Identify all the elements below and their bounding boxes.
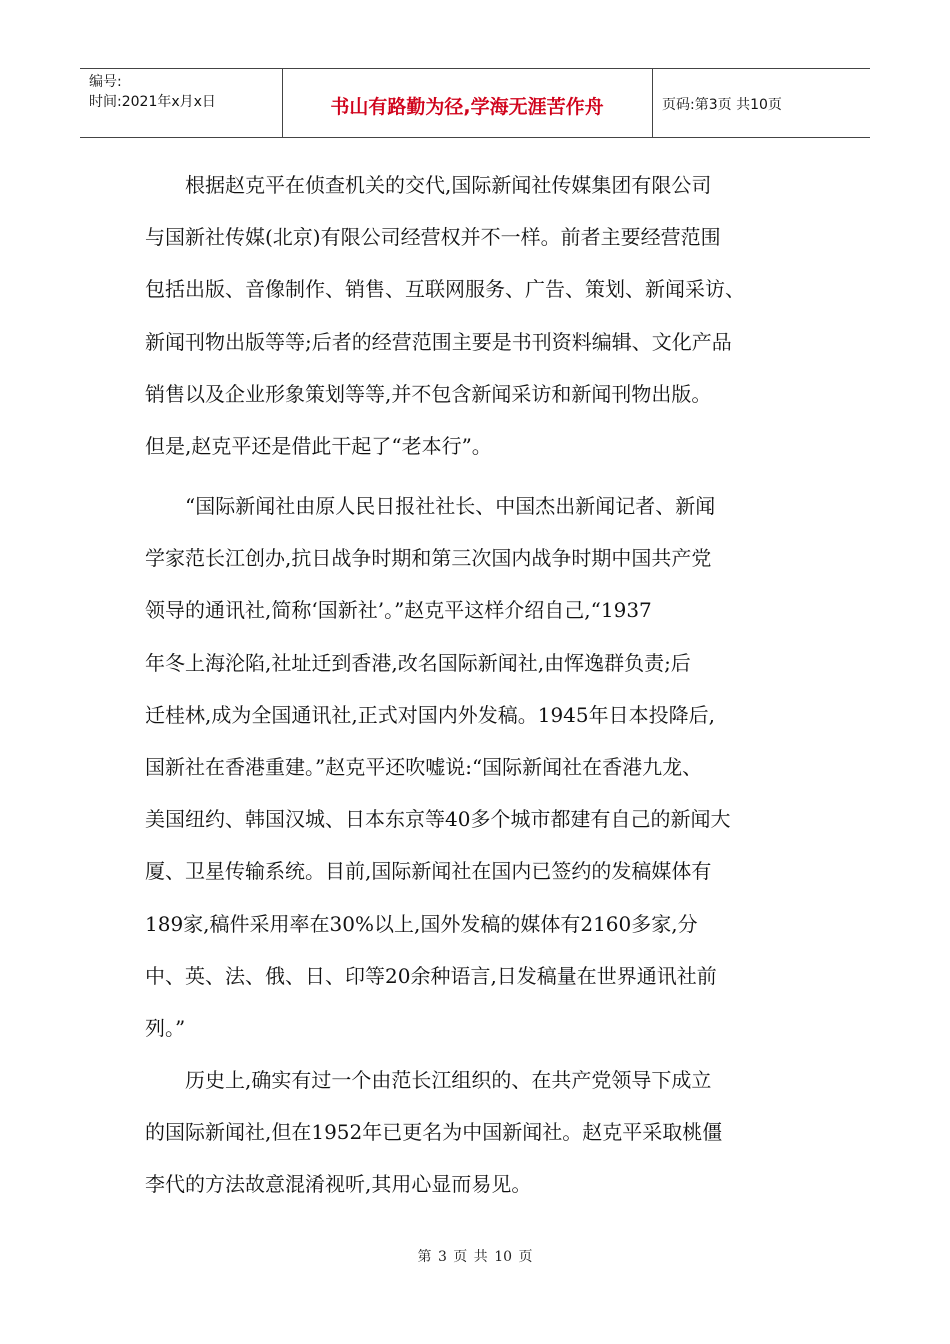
paragraph-line: 新闻刊物出版等等;后者的经营范围主要是书刊资料编辑、文化产品 <box>145 329 732 354</box>
header-motto-cell <box>282 69 653 137</box>
paragraph-line: 李代的方法故意混淆视听,其用心显而易见。 <box>145 1172 532 1197</box>
paragraph-line: 国新社在香港重建。”赵克平还吹嘘说:“国际新闻社在香港九龙、 <box>145 754 703 779</box>
paragraph-line: 189家,稿件采用率在30%以上,国外发稿的媒体有2160多家,分 <box>145 911 698 936</box>
paragraph-line: 但是,赵克平还是借此干起了“老本行”。 <box>145 433 492 458</box>
paragraph-line: 美国纽约、韩国汉城、日本东京等40多个城市都建有自己的新闻大 <box>145 807 731 832</box>
paragraph-line: 厦、卫星传输系统。目前,国际新闻社在国内已签约的发稿媒体有 <box>145 859 712 884</box>
header-meta-cell <box>80 69 283 137</box>
page-header <box>80 68 870 138</box>
body-paragraph-1 <box>145 159 810 472</box>
paragraph-line: 销售以及企业形象策划等等,并不包含新闻采访和新闻刊物出版。 <box>145 381 712 406</box>
paragraph-line: 根据赵克平在侦查机关的交代,国际新闻社传媒集团有限公司 <box>185 173 712 197</box>
document-number-label: 编号: <box>89 74 122 90</box>
header-page-info: 页码:第3页 共10页 <box>662 97 782 113</box>
paragraph-line: 列。” <box>145 1015 186 1040</box>
paragraph-line: 与国新社传媒(北京)有限公司经营权并不一样。前者主要经营范围 <box>145 225 721 250</box>
paragraph-line: 中、英、法、俄、日、印等20余种语言,日发稿量在世界通讯社前 <box>145 963 717 988</box>
header-page-cell <box>652 69 870 137</box>
body-paragraph-3 <box>145 1054 810 1211</box>
paragraph-line: 学家范长江创办,抗日战争时期和第三次国内战争时期中国共产党 <box>145 546 712 571</box>
paragraph-line: 年冬上海沦陷,社址迁到香港,改名国际新闻社,由恽逸群负责;后 <box>145 650 691 675</box>
paragraph-line: 历史上,确实有过一个由范长江组织的、在共产党领导下成立 <box>185 1068 712 1092</box>
paragraph-line: 包括出版、音像制作、销售、互联网服务、广告、策划、新闻采访、 <box>145 277 745 302</box>
paragraph-line: 领导的通讯社,简称‘国新社’。”赵克平这样介绍自己,“1937 <box>145 598 652 623</box>
paragraph-line: 的国际新闻社,但在1952年已更名为中国新闻社。赵克平采取桃僵 <box>145 1120 723 1145</box>
page-footer-number: 第 3 页 共 10 页 <box>417 1249 533 1265</box>
body-paragraph-2 <box>145 480 810 1054</box>
paragraph-line: 迁桂林,成为全国通讯社,正式对国内外发稿。1945年日本投降后, <box>145 702 715 727</box>
document-date-label: 时间:2021年x月x日 <box>89 94 216 110</box>
header-motto: 书山有路勤为径,学海无涯苦作舟 <box>330 96 604 118</box>
paragraph-line: “国际新闻社由原人民日报社社长、中国杰出新闻记者、新闻 <box>185 494 716 518</box>
